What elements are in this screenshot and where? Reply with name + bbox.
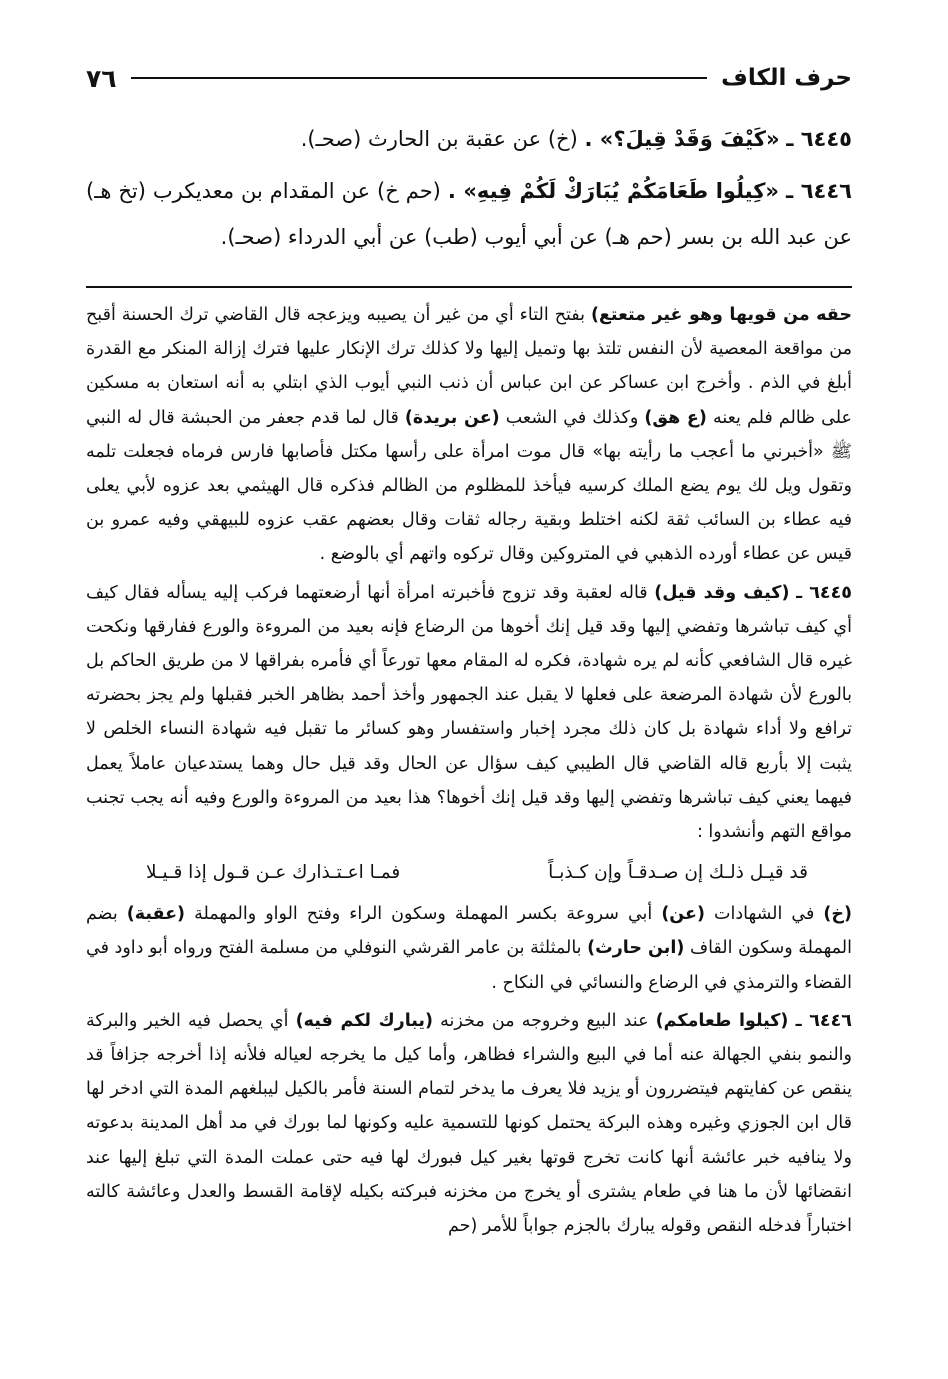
hadith-text-section — [86, 116, 852, 260]
hadith-text: «كَيْفَ وَقَدْ قِيلَ؟» . — [584, 127, 780, 151]
source-ref: (عن) — [661, 904, 706, 925]
commentary-text: أي يحصل فيه الخير والبركة والنمو بنفي الجهالة عنه أما في البيع والشراء فظاهر، وأما كيل ما يخرجه لعياله فلأنه إذا أخرجه جزافاً قد ينقص عن كفايتهم فيتضررون أو يزيد فلا يعرف ما يدخر لتمام السنة فأمر بالكيل ليبلغهم المدة التي ادخر لها قال ابن الجوزي وغيره وهذه البركة يحتمل كونها للتسمية عليه وكونها لما بورك في مد أهل المدينة بدعوته ولا ينافيه خبر عائشة أنها كانت تخرج قوتها بغير كيل فبورك لها فيه حتى عملت المدة التي تبلغ إليها عند انقضائها لأن ما هنا في طعام يشترى أو يخرج من مخزنه فبركته بكيله لإقامة القسط والعدل وعائشة كالته اختباراً فدخله النقص وقوله يبارك بالجزم جواباً للأمر (حم — [86, 1010, 852, 1237]
commentary-paragraph-6446 — [86, 1004, 852, 1243]
verse-second-hemistich: فمـا اعـتـذارك عـن قـول إذا قـيـلا — [146, 862, 401, 884]
lemma: (يبارك لكم فيه) — [295, 1010, 434, 1031]
commentary-text: وكذلك في الشعب — [505, 407, 639, 428]
commentary-paragraph — [86, 897, 852, 1000]
commentary-section — [86, 298, 852, 1243]
footnote-separator — [86, 286, 852, 288]
source-ref: (عقبة) — [126, 904, 186, 925]
hadith-6446 — [86, 168, 852, 260]
commentary-text: قاله لعقبة وقد تزوج فأخبرته امرأة أنها أرضعتهما فركب إليه يسأله فقال كيف أي كيف تباشرها وتفضي إليها وقد قيل إنك أخوها من الرضاع فإنه بعيد من المروءة والورع ففارقها ونكحت غيره قال الشافعي كأنه لم يره شهادة، فكره له المقام معها تورعاً أي فأمره بفراقها لا من طريق الحاكم بل بالورع لأن شهادة المرضعة على فعلها لا يقبل عند الجمهور وأخذ أحمد بظاهر الخبر فقبلها ولم يجز بحضرته ترافع ولا أداء شهادة بل كان ذلك مجرد إخبار واستفسار وهو كسائر ما تقبل فيه شهادة النساء الخلص لا يثبت إلا بأربع قاله القاضي قال الطيبي كيف سؤال عن الحال وقد قيل حال وهما يستدعيان عاملاً يعمل فيهما يعني كيف تباشرها وتفضي إليها وقد قيل إنك أخوها؟ هذا بعيد من المروءة والورع وفيه أنه يجب تجنب مواقع التهم وأنشدوا : — [86, 582, 852, 843]
page-number: ٧٦ — [86, 63, 117, 93]
source-ref: (خ) — [823, 904, 852, 925]
commentary-text: بالمثلثة بن عامر القرشي النوفلي من مسلمة الفتح ورواه أبو داود في القضاء والترمذي في الرضاع والنسائي في النكاح . — [86, 938, 852, 993]
page-header — [86, 58, 852, 98]
verse-first-hemistich: قد قيـل ذلـك إن صـدقـاً وإن كـذبـاً — [548, 862, 808, 884]
commentary-paragraph — [86, 298, 852, 572]
commentary-text: أبي سروعة بكسر المهملة وسكون الراء وفتح الواو والمهملة — [194, 904, 653, 925]
hadith-source: (خ) عن عقبة بن الحارث (صحـ). — [300, 127, 578, 151]
hadith-source: (حم خ) عن المقدام بن معديكرب (تخ هـ) عن عبد الله بن بسر (حم هـ) عن أبي أيوب (طب) عن أبي الدرداء (صحـ). — [86, 179, 852, 249]
commentary-text: بفتح التاء أي من غير أن يصيبه ويزعجه قال القاضي ترك الحسنة أقبح من مواقعة المعصية لأن النفس تلتذ بها وتميل إليها ولا كذلك ترك الإنكار عليها فترك إزالة المنكر مع القدرة أبلغ في الذم . وأخرج ابن عساكر عن ابن عباس أن ذنب النبي أيوب الذي ابتلي به أنه استعان به مسكين على ظالم فلم يعنه — [86, 305, 852, 428]
chapter-title: حرف الكاف — [721, 65, 852, 91]
hadith-text: «كِيلُوا طَعَامَكُمْ يُبَارَكْ لَكُمْ فِيهِ» . — [447, 179, 780, 203]
source-ref: (ابن حارث) — [587, 938, 685, 959]
commentary-text: في الشهادات — [714, 904, 815, 925]
hadith-6445 — [86, 116, 852, 162]
hadith-number: ٦٤٤٦ ـ — [785, 179, 852, 203]
poetry-verse — [86, 853, 852, 897]
header-rule — [131, 77, 708, 79]
source-ref: (عن بريدة) — [404, 407, 500, 428]
source-ref: (ع هق) — [644, 407, 707, 428]
hadith-number: ٦٤٤٦ ـ — [795, 1010, 852, 1031]
hadith-number: ٦٤٤٥ ـ — [786, 127, 852, 151]
commentary-text: عند البيع وخروجه من مخزنه — [440, 1010, 649, 1031]
commentary-text: بضم المهملة وسكون القاف — [86, 904, 852, 959]
commentary-paragraph-6445 — [86, 576, 852, 850]
commentary-text: قال لما قدم جعفر من الحبشة قال له النبي ﷺ «أخبرني ما أعجب ما رأيته بها» قال موت امرأة على رأسها مكتل فأصابها فارس فرماه فجعلت تلمه وتقول ويل لك يوم يضع الملك كرسيه فيأخذ للمظلوم من الظالم فذكره قال الهيثمي بعد عزوه لأبي يعلى فيه عطاء بن السائب ثقة لكنه اختلط وبقية رجاله ثقات وقال بعضهم عقب عزوه للبيهقي وفيه عمرو بن قيس عن عطاء أورده الذهبي في المتروكين وقال تركوه واتهم أي بالوضع . — [86, 407, 852, 565]
hadith-number: ٦٤٤٥ ـ — [796, 582, 852, 603]
lemma: حقه من قويها وهو غير متعتع) — [590, 305, 852, 325]
lemma: (كيف وقد قيل) — [654, 582, 790, 603]
lemma: (كيلوا طعامكم) — [655, 1010, 789, 1031]
